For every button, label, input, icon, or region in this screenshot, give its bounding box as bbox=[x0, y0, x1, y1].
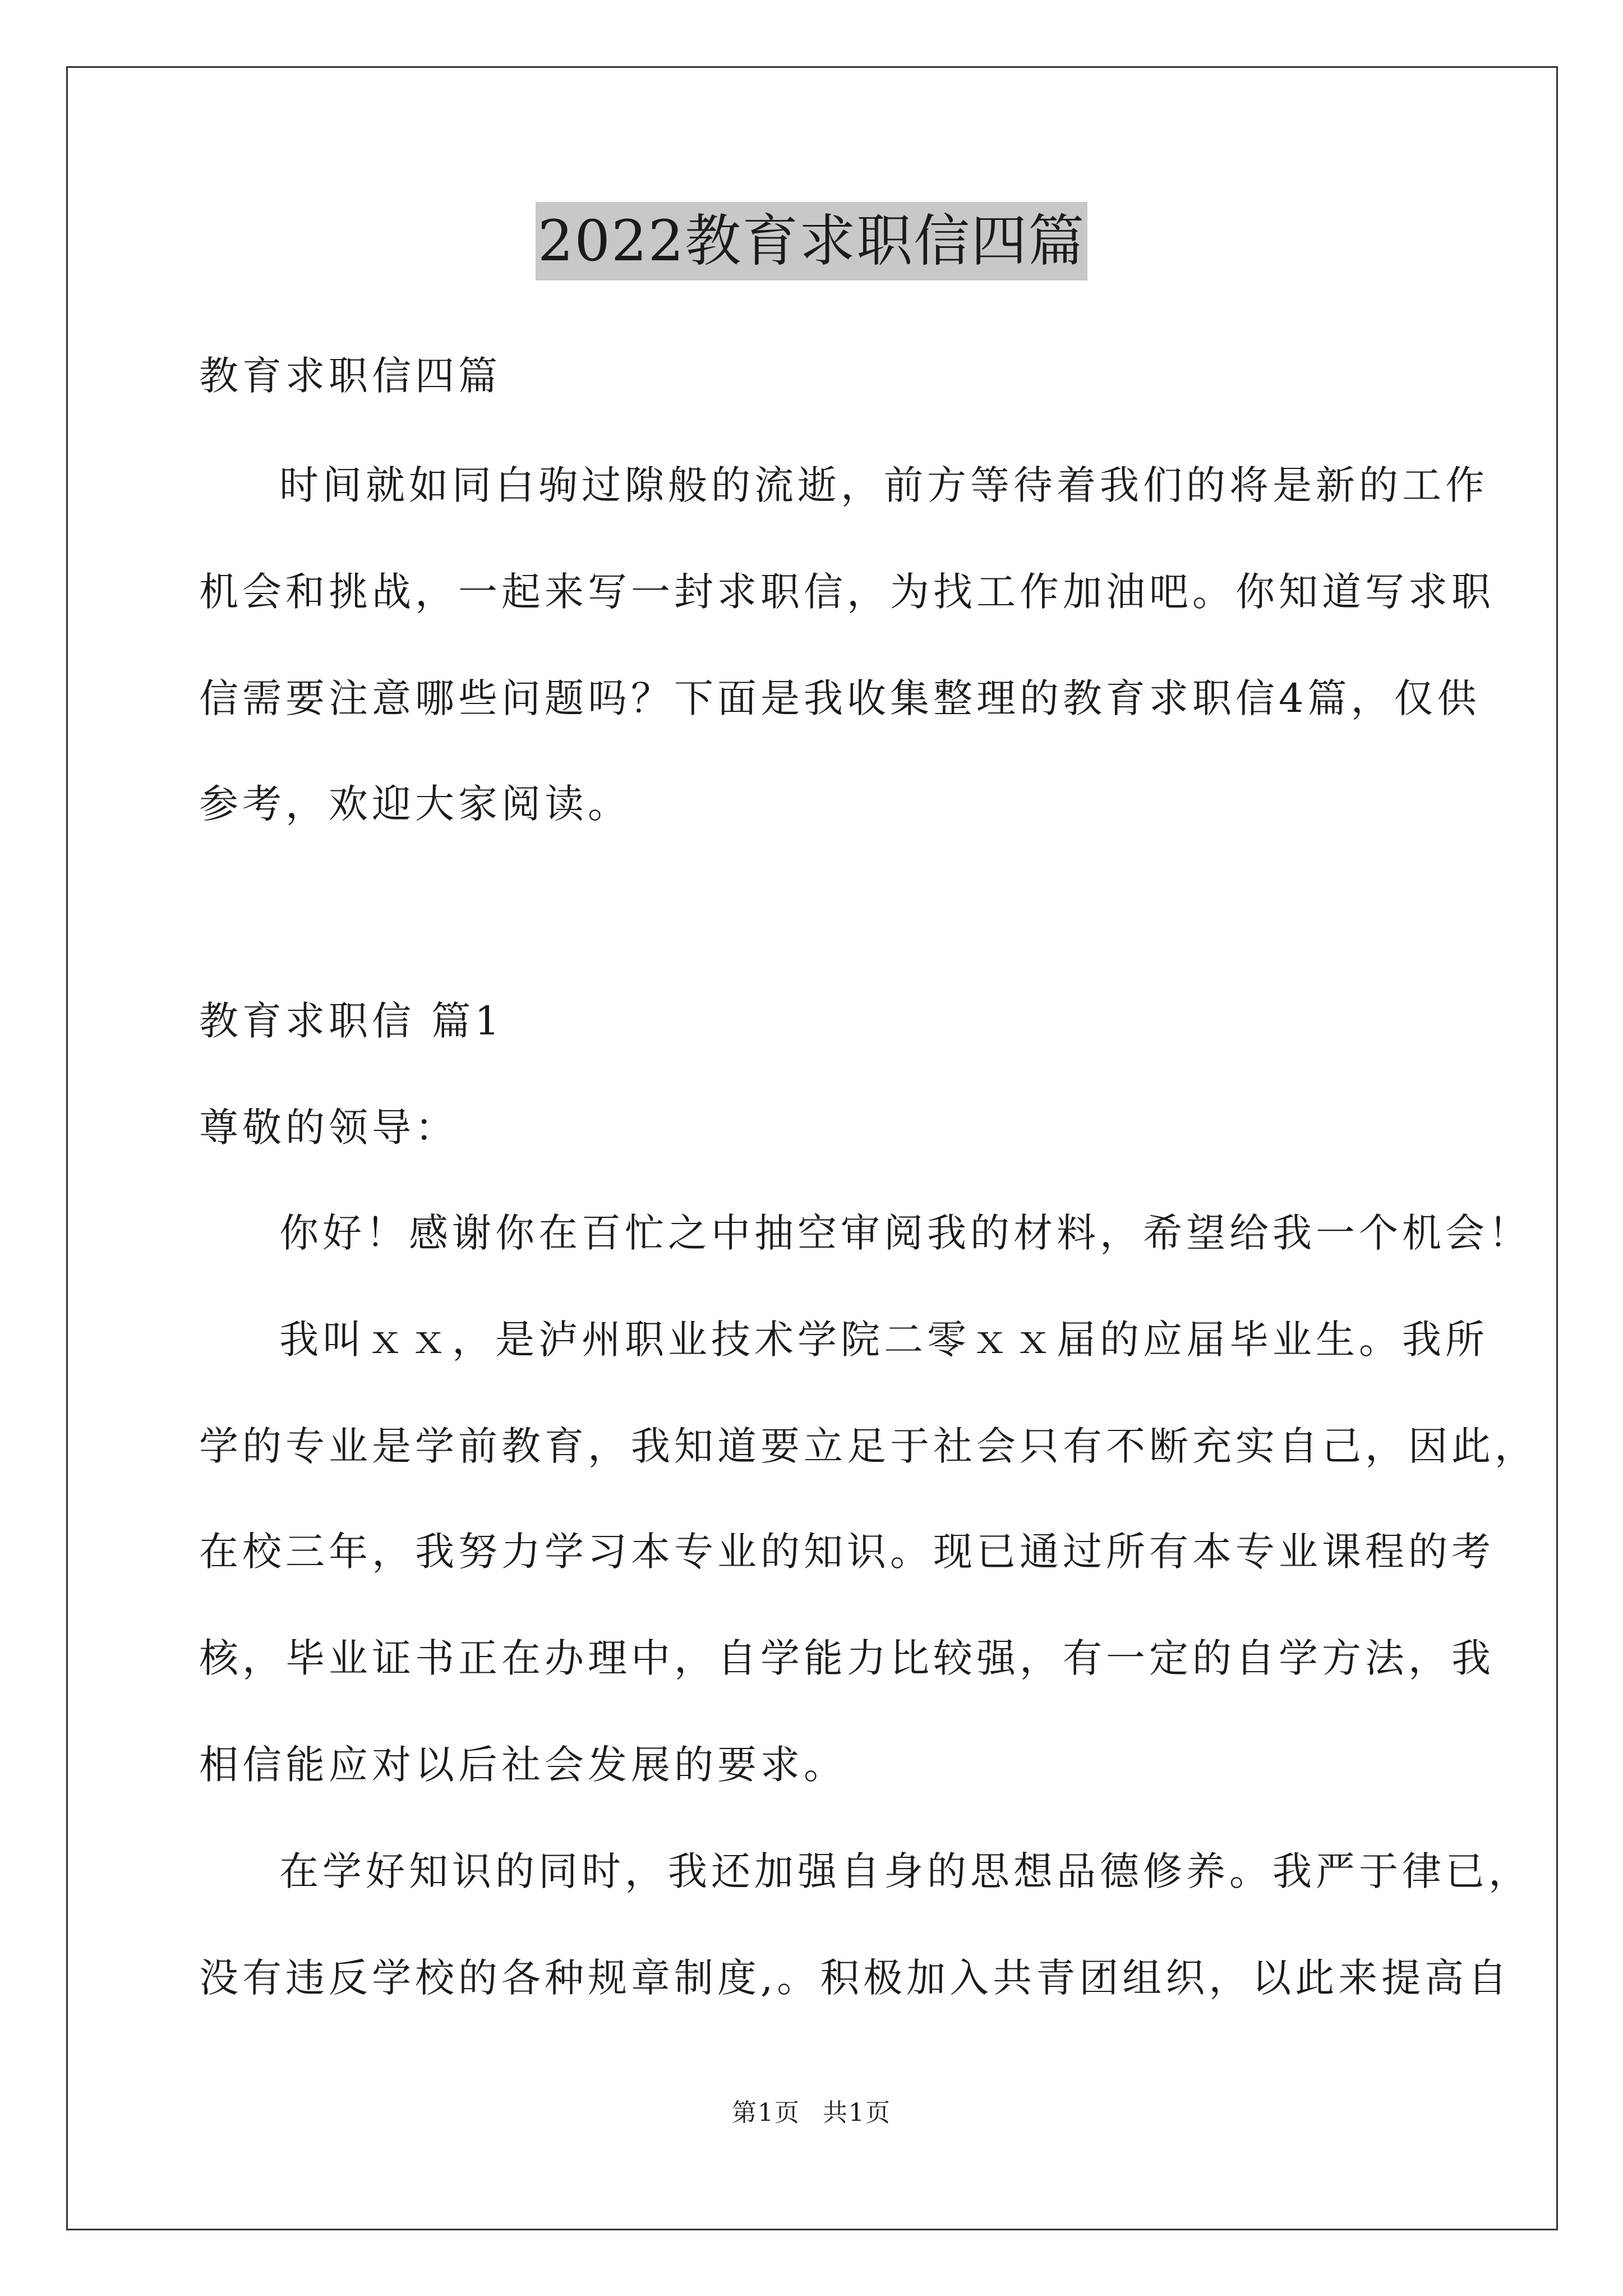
title-container bbox=[0, 202, 1623, 280]
paragraph-line: 你好！感谢你在百忙之中抽空审阅我的材料，希望给我一个机会！ bbox=[279, 1210, 1532, 1256]
intro-line: 信需要注意哪些问题吗？下面是我收集整理的教育求职信4篇，仅供 bbox=[199, 675, 1481, 721]
intro-line: 时间就如同白驹过隙般的流逝，前方等待着我们的将是新的工作 bbox=[279, 462, 1488, 508]
paragraph-line: 核，毕业证书正在办理中，自学能力比较强，有一定的自学方法，我 bbox=[199, 1635, 1495, 1681]
section-heading: 教育求职信 篇1 bbox=[199, 998, 504, 1044]
paragraph-line: 没有违反学校的各种规章制度,。积极加入共青团组织，以此来提高自 bbox=[199, 1955, 1511, 2001]
paragraph-line: 在校三年，我努力学习本专业的知识。现已通过所有本专业课程的考 bbox=[199, 1529, 1495, 1575]
paragraph-line: 学的专业是学前教育，我知道要立足于社会只有不断充实自己，因此， bbox=[199, 1423, 1538, 1469]
salutation: 尊敬的领导： bbox=[199, 1105, 458, 1151]
paragraph-line: 在学好知识的同时，我还加强自身的思想品德修养。我严于律已， bbox=[279, 1848, 1532, 1894]
page-footer bbox=[0, 2092, 1623, 2128]
subtitle: 教育求职信四篇 bbox=[199, 353, 501, 399]
document-title: 2022教育求职信四篇 bbox=[536, 202, 1088, 280]
intro-line: 机会和挑战，一起来写一封求职信，为找工作加油吧。你知道写求职 bbox=[199, 569, 1495, 615]
intro-line: 参考，欢迎大家阅读。 bbox=[199, 781, 631, 827]
paragraph-line: 我叫ｘｘ，是泸州职业技术学院二零ｘｘ届的应届毕业生。我所 bbox=[279, 1317, 1488, 1363]
page-total: 共1页 bbox=[823, 2099, 891, 2127]
page-number: 第1页 bbox=[732, 2099, 800, 2127]
paragraph-line: 相信能应对以后社会发展的要求。 bbox=[199, 1742, 847, 1788]
